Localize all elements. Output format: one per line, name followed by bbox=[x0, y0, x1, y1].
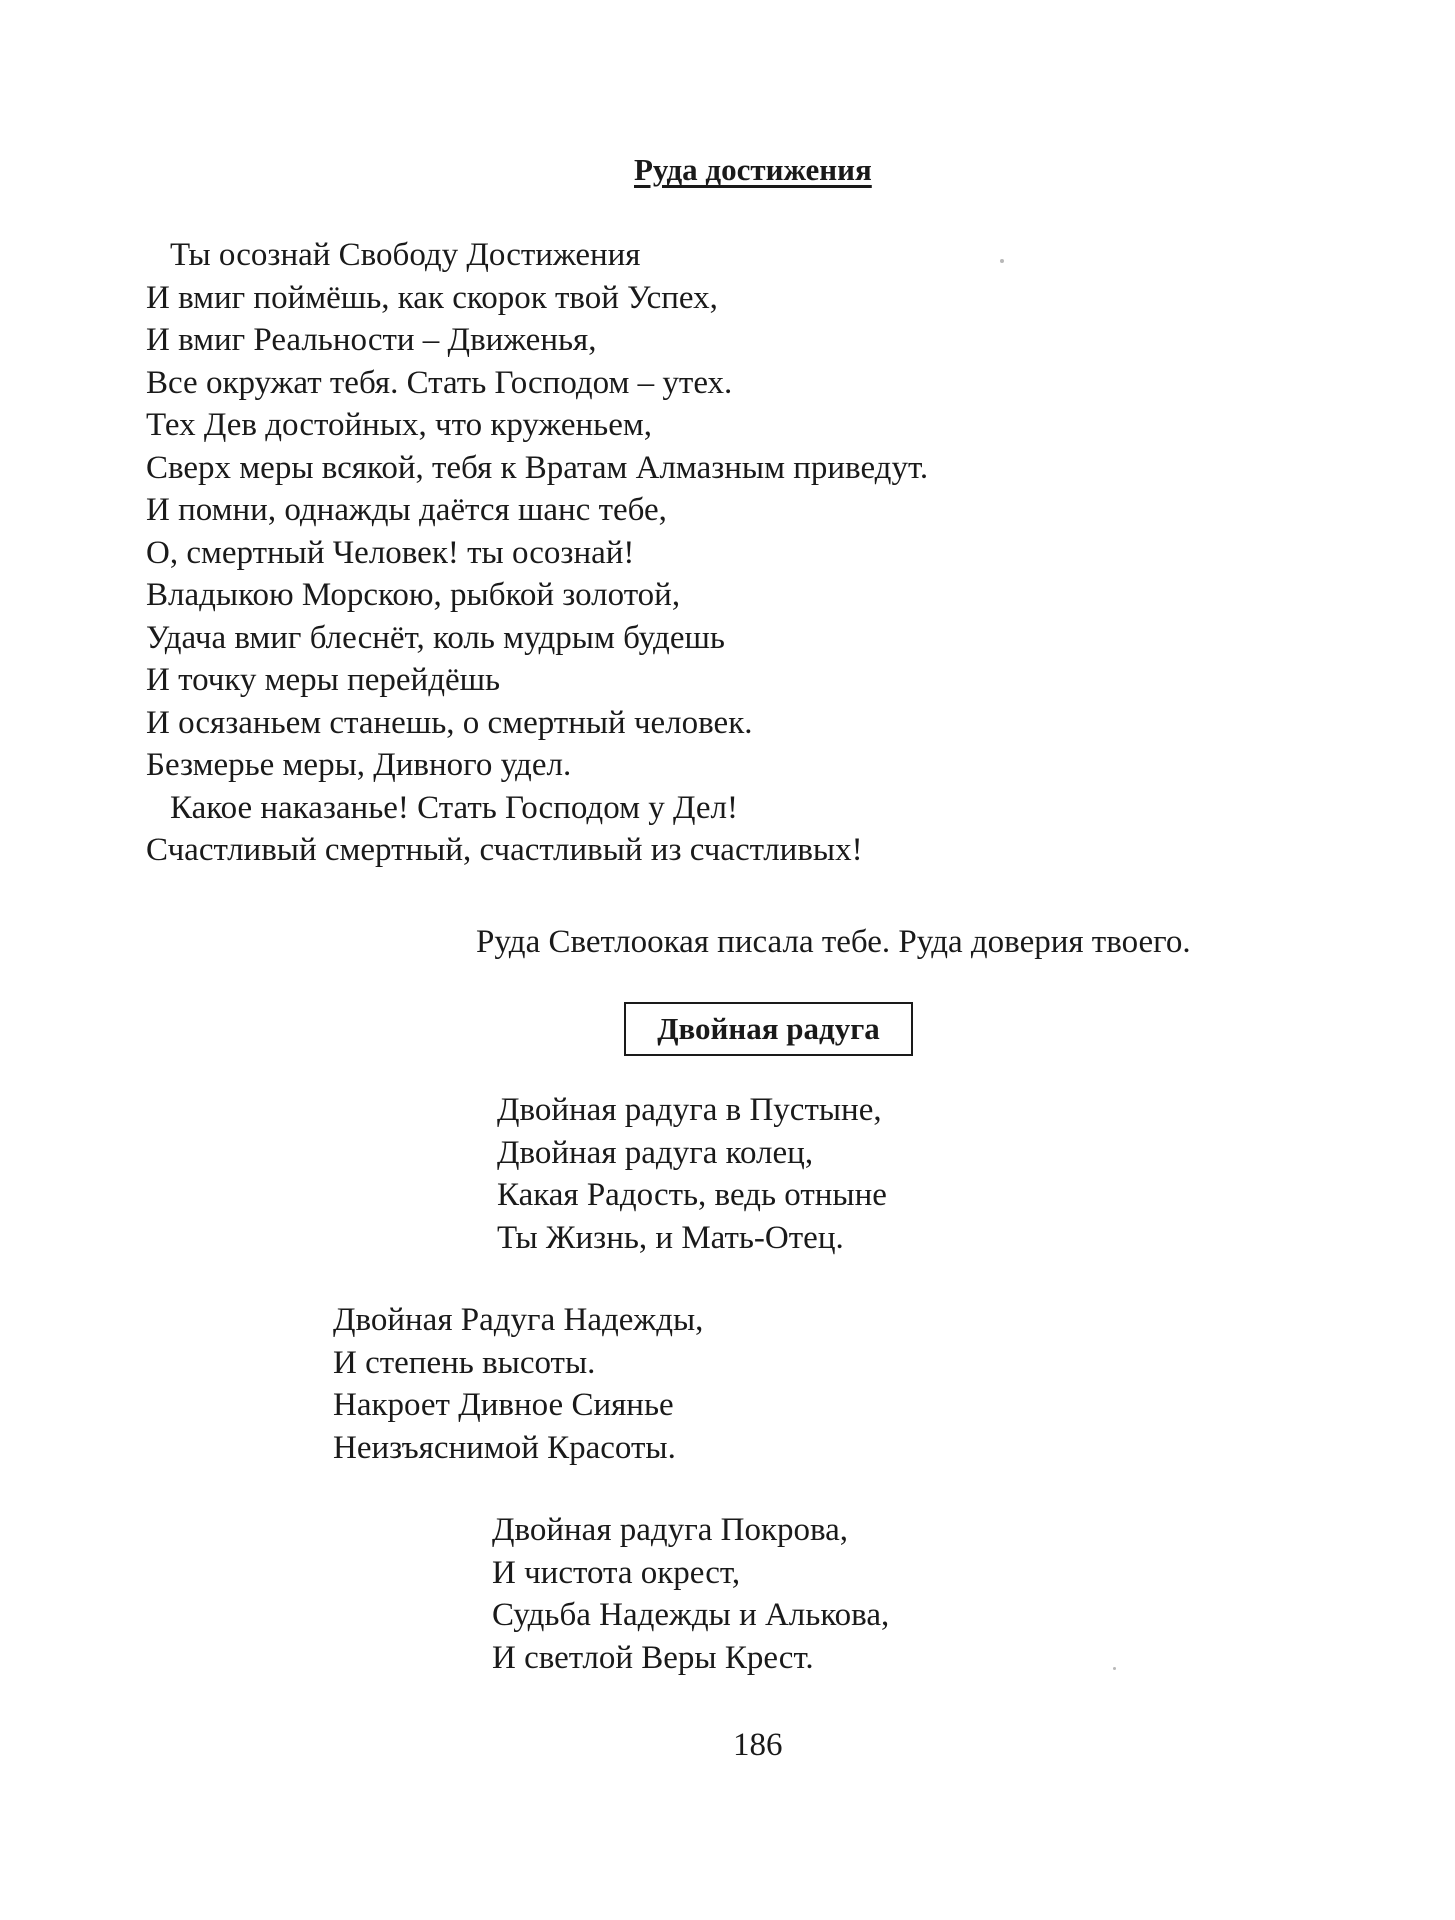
poem-line: И вмиг Реальности – Движенья, bbox=[146, 322, 597, 358]
poem-line: Тех Дев достойных, что круженьем, bbox=[146, 407, 652, 443]
poem-line: И чистота окрест, bbox=[492, 1554, 741, 1591]
poem-line: Накроет Дивное Сиянье bbox=[333, 1387, 674, 1423]
poem-line: Сверх меры всякой, тебя к Вратам Алмазным приведут. bbox=[146, 449, 929, 486]
scan-speck bbox=[1113, 1667, 1116, 1670]
poem-line: И точку меры перейдёшь bbox=[146, 662, 501, 698]
poem-line: Счастливый смертный, счастливый из счастливых! bbox=[146, 832, 863, 868]
poem-line: Двойная радуга в Пустыне, bbox=[497, 1092, 882, 1128]
poem-line: И вмиг поймёшь, как скорок твой Успех, bbox=[146, 279, 718, 316]
poem-line: Какое наказанье! Стать Господом у Дел! bbox=[170, 789, 738, 826]
scan-speck bbox=[1000, 259, 1004, 263]
poem-line: Какая Радость, ведь отныне bbox=[497, 1177, 887, 1213]
poem-line: И степень высоты. bbox=[333, 1344, 596, 1381]
poem-line: И помни, однажды даётся шанс тебе, bbox=[146, 492, 667, 528]
poem-line: О, смертный Человек! ты осознай! bbox=[146, 534, 635, 571]
poem-title-dvoynaya-raduga: Двойная радуга bbox=[624, 1002, 913, 1056]
poem-line: Неизъяснимой Красоты. bbox=[333, 1429, 676, 1466]
poem-line: Безмерье меры, Дивного удел. bbox=[146, 747, 572, 783]
poem-stanza-2 bbox=[333, 1299, 703, 1469]
poem-line: Двойная радуга колец, bbox=[497, 1134, 814, 1171]
page-number: 186 bbox=[733, 1727, 783, 1763]
poem-line: Ты Жизнь, и Мать-Отец. bbox=[497, 1219, 844, 1256]
poem-line: Ты осознай Свободу Достижения bbox=[170, 237, 641, 273]
poem-line: И светлой Веры Крест. bbox=[492, 1639, 814, 1676]
poem-line: Владыкою Морскою, рыбкой золотой, bbox=[146, 577, 681, 613]
poem-ruda-dostizheniya-text bbox=[146, 234, 928, 872]
poem-line: И осязаньем станешь, о смертный человек. bbox=[146, 704, 753, 741]
poem-stanza-1 bbox=[497, 1089, 887, 1259]
poem-signature: Руда Светлоокая писала тебе. Руда доверия твоего. bbox=[476, 924, 1191, 960]
poem-line: Все окружат тебя. Стать Господом – утех. bbox=[146, 364, 733, 401]
poem-line: Двойная радуга Покрова, bbox=[492, 1512, 849, 1548]
poem-line: Удача вмиг блеснёт, коль мудрым будешь bbox=[146, 619, 725, 656]
poem-line: Двойная Радуга Надежды, bbox=[333, 1302, 704, 1338]
poem-title-ruda-dostizheniya: Руда достижения bbox=[634, 152, 872, 187]
poem-stanza-3 bbox=[492, 1509, 889, 1679]
poem-line: Судьба Надежды и Алькова, bbox=[492, 1597, 890, 1633]
